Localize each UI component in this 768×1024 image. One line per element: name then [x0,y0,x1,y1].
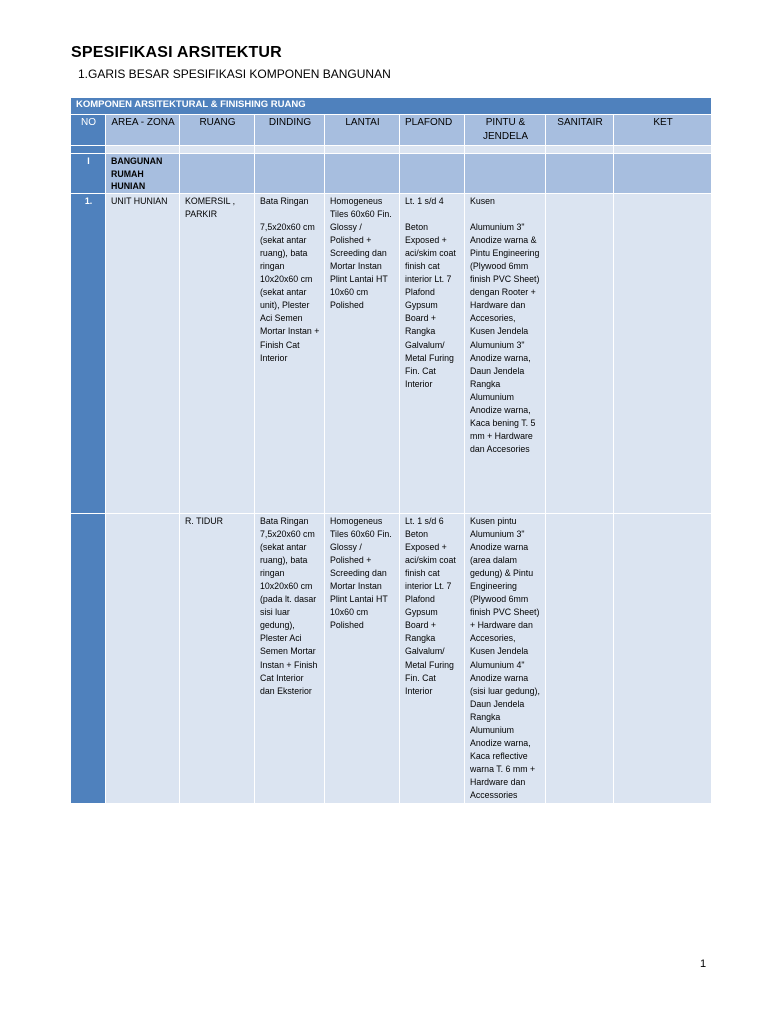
ruang-cell: KOMERSIL , PARKIR [180,194,255,514]
dinding-cell: Bata Ringan 7,5x20x60 cm (sekat antar ruang), bata ringan 10x20x60 cm (sekat antar unit), Plester Aci Semen Mortar Instan + Finish Cat Interior [255,194,325,514]
spacer-cell [614,146,712,154]
area-cell [106,514,180,804]
area-cell: UNIT HUNIAN [106,194,180,514]
lantai-cell: Homogeneus Tiles 60x60 Fin. Glossy / Polished + Screeding dan Mortar Instan Plint Lantai HT 10x60 cm Polished [325,514,400,804]
header-dinding: DINDING [255,115,325,146]
sanitair-cell [546,514,614,804]
row-number [71,514,106,804]
section-subtitle: 1.GARIS BESAR SPESIFIKASI KOMPONEN BANGUNAN [78,67,391,81]
header-plafond: PLAFOND [400,115,465,146]
ket-cell [614,194,712,514]
table-row [71,194,712,514]
pintu-jendela-cell: Kusen Alumunium 3" Anodize warna & Pintu Engineering (Plywood 6mm finish PVC Sheet) dengan Rooter + Hardware dan Accesories, Kusen Jendela Alumunium 3" Anodize warna, Daun Jendela Rangka Alumunium Anodize warna, Kaca bening T. 5 mm + Hardware dan Accesories [465,194,546,514]
table-cell [546,154,614,194]
table-row [71,514,712,804]
header-lantai: LANTAI [325,115,400,146]
lantai-cell: Homogeneus Tiles 60x60 Fin. Glossy / Polished + Screeding dan Mortar Instan Plint Lantai HT 10x60 cm Polished [325,194,400,514]
dinding-cell: Bata Ringan 7,5x20x60 cm (sekat antar ruang), bata ringan 10x20x60 cm (pada lt. dasar sisi luar gedung), Plester Aci Semen Mortar Instan + Finish Cat Interior dan Eksterior [255,514,325,804]
table-cell [325,154,400,194]
table-cell [255,154,325,194]
row-number: 1. [71,194,106,514]
spacer-cell [400,146,465,154]
header-area-zona: AREA - ZONA [106,115,180,146]
spec-table [71,98,712,804]
table-cell [180,154,255,194]
sanitair-cell [546,194,614,514]
ruang-cell: R. TIDUR [180,514,255,804]
page-number: 1 [700,958,707,970]
table-caption-row [71,98,712,115]
group-number: I [71,154,106,194]
header-ruang: RUANG [180,115,255,146]
table-cell [614,154,712,194]
spacer-row [71,146,712,154]
table-cell [465,154,546,194]
spacer-cell [465,146,546,154]
table-cell [400,154,465,194]
header-no: NO [71,115,106,146]
header-pintu-jendela: PINTU & JENDELA [465,115,546,146]
spacer-cell [325,146,400,154]
plafond-cell: Lt. 1 s/d 4 Beton Exposed + aci/skim coat finish cat interior Lt. 7 Plafond Gypsum Board + Rangka Galvalum/ Metal Furing Fin. Cat Interior [400,194,465,514]
ket-cell [614,514,712,804]
spacer-cell [546,146,614,154]
group-label: BANGUNAN RUMAH HUNIAN [106,154,180,194]
header-ket: KET [614,115,712,146]
header-sanitair: SANITAIR [546,115,614,146]
header-row [71,115,712,146]
plafond-cell: Lt. 1 s/d 6 Beton Exposed + aci/skim coat finish cat interior Lt. 7 Plafond Gypsum Board + Rangka Galvalum/ Metal Furing Fin. Cat Interior [400,514,465,804]
spacer-cell [255,146,325,154]
group-row [71,154,712,194]
table-caption: KOMPONEN ARSITEKTURAL & FINISHING RUANG [71,98,712,115]
document-title: SPESIFIKASI ARSITEKTUR [71,44,282,61]
spacer-cell [180,146,255,154]
spacer-cell [71,146,106,154]
pintu-jendela-cell: Kusen pintu Alumunium 3" Anodize warna (area dalam gedung) & Pintu Engineering (Plywood 6mm finish PVC Sheet) + Hardware dan Accesories, Kusen Jendela Alumunium 4" Anodize warna (sisi luar gedung), Daun Jendela Rangka Alumunium Anodize warna, Kaca reflective warna T. 6 mm + Hardware dan Accessories [465,514,546,804]
spacer-cell [106,146,180,154]
